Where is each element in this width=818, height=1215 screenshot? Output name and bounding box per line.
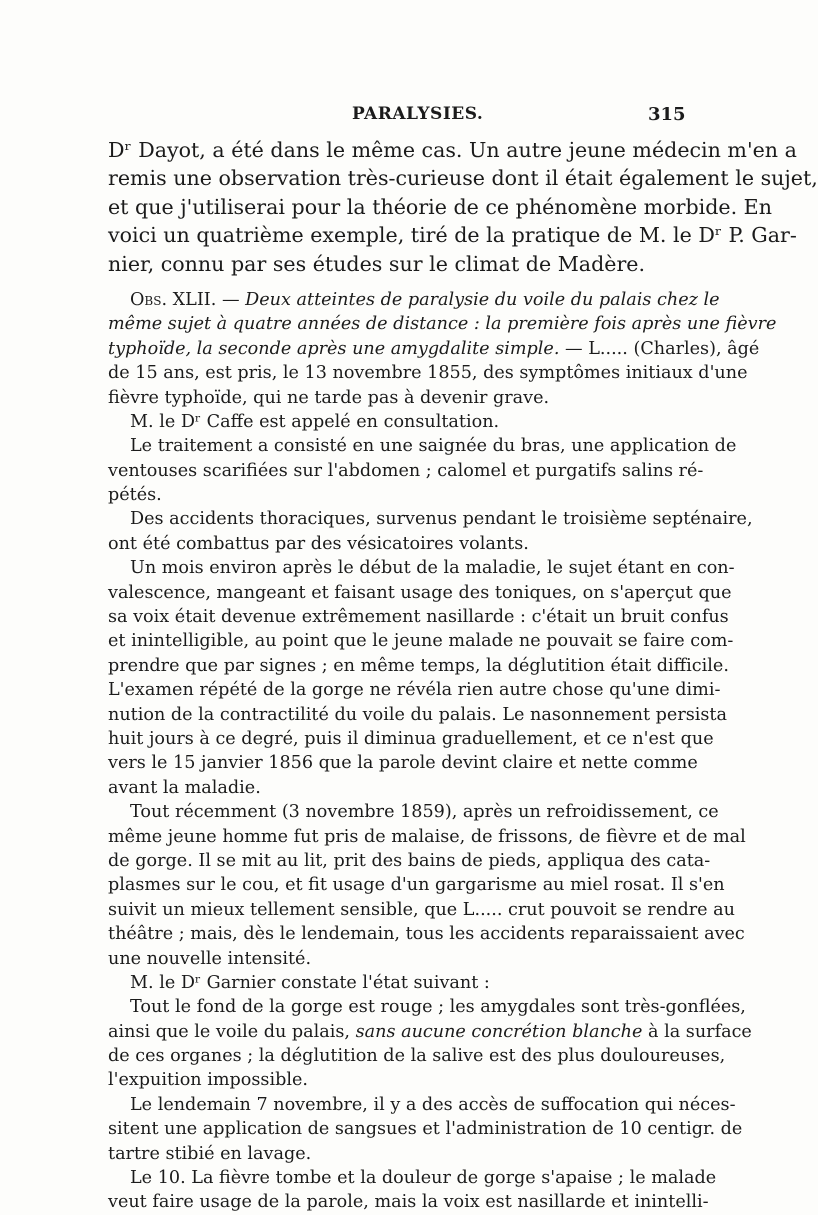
text-line: plasmes sur le cou, et fit usage d'un gargarisme au miel rosat. Il s'en [108,875,725,896]
text-line: huit jours à ce degré, puis il diminua graduellement, et ce n'est que [108,728,714,749]
text-line: sitent une application de sangsues et l'administration de 10 centigr. de [108,1119,743,1140]
text-line: L'examen répété de la gorge ne révéla rien autre chose qu'une dimi- [108,680,721,701]
text-line: vers le 15 janvier 1856 que la parole devint claire et nette comme [108,753,698,774]
text-line: Des accidents thoraciques, survenus pendant le troisième septénaire, [130,509,753,530]
text-line: ventouses scarifiées sur l'abdomen ; calomel et purgatifs salins ré- [108,460,704,481]
text-line: de ces organes ; la déglutition de la salive est des plus douloureuses, [108,1046,726,1067]
text-line: prendre que par signes ; en même temps, la déglutition était difficile. [108,655,729,676]
text-line: tartre stibié en lavage. [108,1143,312,1164]
text-line: Un mois environ après le début de la maladie, le sujet étant en con- [130,558,735,579]
text-line: sa voix était devenue extrêmement nasillarde : c'était un bruit confus [108,607,729,628]
text-line: Tout récemment (3 novembre 1859), après un refroidissement, ce [130,802,719,823]
text-line: pétés. [108,485,162,506]
text-line: Le traitement a consisté en une saignée du bras, une application de [130,436,737,457]
text-line: avant la maladie. [108,777,261,798]
text-line: M. le Dʳ Garnier constate l'état suivant : [130,972,490,993]
text-line: nier, connu par ses études sur le climat de Madère. [108,251,646,276]
text-line: Tout le fond de la gorge est rouge ; les amygdales sont très-gonflées, [130,997,746,1018]
text-line: et inintelligible, au point que le jeune malade ne pouvait se faire com- [108,631,734,652]
text-line: suivit un mieux tellement sensible, que L..... crut pouvoit se rendre au [108,899,735,920]
page-header [0,104,800,128]
observation-label: Obs. XLII. — [130,289,240,310]
text-line: veut faire usage de la parole, mais la voix est nasillarde et inintelli- [108,1192,709,1213]
text-line: nution de la contractilité du voile du palais. Le nasonnement persista [108,704,727,725]
text-line: de gorge. Il se mit au lit, prit des bains de pieds, appliqua des cata- [108,850,711,871]
text-line: valescence, mangeant et faisant usage des toniques, on s'aperçut que [108,582,732,603]
opening-paragraph [108,136,818,278]
observation-heading [108,288,720,312]
text-line: remis une observation très-curieuse dont il était également le sujet, [108,166,818,191]
running-title: PARALYSIES. [352,104,484,124]
text-line: l'expuition impossible. [108,1070,308,1091]
observation-title: Deux atteintes de paralysie du voile du palais chez le [245,289,720,310]
text-line: théâtre ; mais, dès le lendemain, tous les accidents reparaissaient avec [108,924,745,945]
text-line: ainsi que le voile du palais, sans aucune concrétion blanche à la surface [108,1021,752,1042]
text-line: Le lendemain 7 novembre, il y a des accès de suffocation qui néces- [130,1094,736,1115]
text-line: une nouvelle intensité. [108,948,312,969]
page-number: 315 [648,104,686,125]
text-line: M. le Dʳ Caffe est appelé en consultation. [130,411,500,432]
emphasis: sans aucune concrétion blanche [355,1021,643,1042]
text-line: ont été combattus par des vésicatoires volants. [108,533,529,554]
body-text [108,136,818,1215]
observation-section [108,288,777,1215]
text-line: fièvre typhoïde, qui ne tarde pas à devenir grave. [108,387,550,408]
text-line: même jeune homme fut pris de malaise, de frissons, de fièvre et de mal [108,826,746,847]
observation-title-line: même sujet à quatre années de distance : la première fois après une fièvre [108,314,777,335]
text-line: voici un quatrième exemple, tiré de la pratique de M. le Dʳ P. Gar- [108,223,797,248]
text-line: et que j'utiliserai pour la théorie de ce phénomène morbide. En [108,194,772,219]
text-line: Le 10. La fièvre tombe et la douleur de gorge s'apaise ; le malade [130,1168,717,1189]
text-line: de 15 ans, est pris, le 13 novembre 1855, des symptômes initiaux d'une [108,363,748,384]
text-line: Dʳ Dayot, a été dans le même cas. Un autre jeune médecin m'en a [108,138,797,162]
observation-title-line: typhoïde, la seconde après une amygdalite simple. — L..... (Charles), âgé [108,338,760,359]
